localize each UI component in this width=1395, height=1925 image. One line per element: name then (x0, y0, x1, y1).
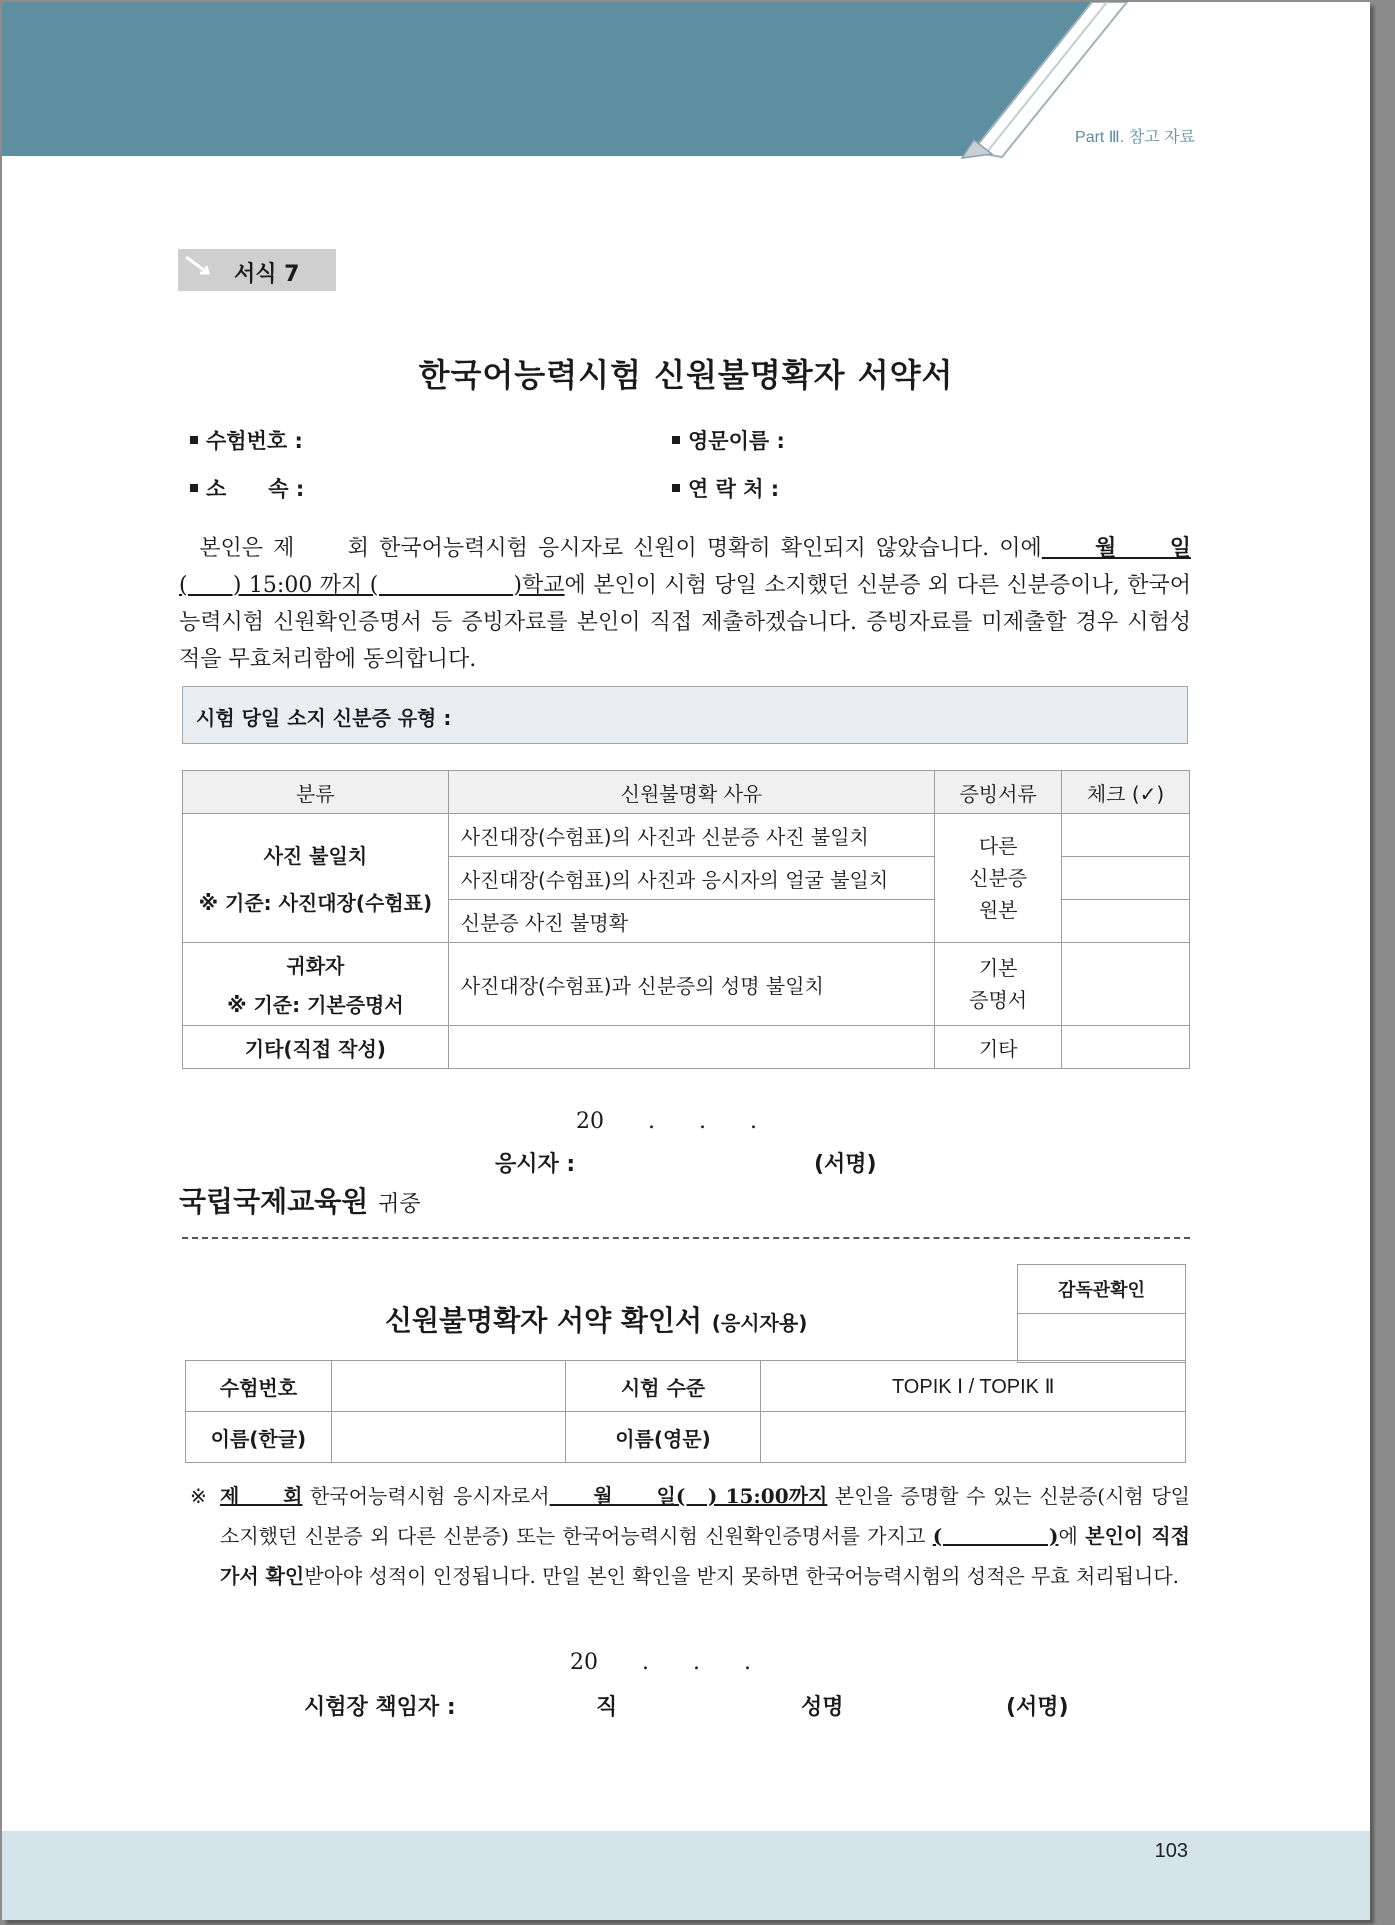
form-tag (178, 249, 336, 291)
reason-cell: 사진대장(수험표)의 사진과 신분증 사진 불일치 (448, 814, 934, 857)
exam-number-field[interactable] (331, 1361, 565, 1412)
examinee-table (185, 1360, 1186, 1463)
bullet-icon (672, 436, 680, 444)
confirmation-title: 신원불명확자 서약 확인서 (응시자용) (385, 1304, 808, 1337)
page-title: 한국어능력시험 신원불명확자 서약서 (418, 356, 954, 394)
category-photo: 사진 불일치 ※ 기준: 사진대장(수험표) (183, 814, 449, 943)
label-exam-number: 수험번호 (186, 1361, 332, 1412)
document-cell: 기본 증명서 (935, 943, 1062, 1026)
supervisor-signature[interactable] (1018, 1314, 1186, 1363)
reason-cell: 사진대장(수험표)의 사진과 응시자의 얼굴 불일치 (448, 857, 934, 900)
table-header-row (183, 771, 1190, 814)
bullet-icon (190, 484, 198, 492)
document-page (2, 2, 1370, 1920)
table-row (183, 943, 1190, 1026)
responsible-name: 성명 (801, 1695, 844, 1720)
confirmation-note: ※ 제 회 한국어능력시험 응시자로서 월 일( ) 15:00까지 본인을 증명할 수 있는 신분증(시험 당일 소지했던 신분증 외 다른 신분증) 또는 한국어능력시험 신원확인증명서를 가지고 ( )에 본인이 직접 가서 확인받아야 성적이 인정됩니다. 만일 본인 확인을 받지 못하면 한국어능력시험의 성적은 무효 처리됩니다. (190, 1476, 1190, 1596)
label-exam-level: 시험 수준 (565, 1361, 761, 1412)
responsible-position: 직 (596, 1695, 618, 1720)
check-cell[interactable] (1062, 900, 1190, 943)
arrow-icon (182, 253, 212, 279)
check-cell[interactable] (1062, 857, 1190, 900)
column-header: 증빙서류 (935, 771, 1062, 814)
check-cell[interactable] (1062, 943, 1190, 1026)
examinee-signature[interactable]: (서명) (814, 1152, 877, 1177)
category-other: 기타(직접 작성) (183, 1026, 449, 1069)
responsible-signature[interactable]: (서명) (1006, 1695, 1069, 1720)
reason-cell: 신분증 사진 불명확 (448, 900, 934, 943)
table-row (186, 1412, 1186, 1463)
bullet-icon (672, 484, 680, 492)
check-cell[interactable] (1062, 1026, 1190, 1069)
page-number: 103 (1154, 1840, 1188, 1862)
column-header: 체크 (✓) (1062, 771, 1190, 814)
table-row (183, 1026, 1190, 1069)
table-row (186, 1361, 1186, 1412)
form-tag-label: 서식 7 (234, 262, 300, 287)
bullet-icon (190, 436, 198, 444)
label-korean-name: 이름(한글) (186, 1412, 332, 1463)
english-name-field[interactable] (761, 1412, 1186, 1463)
label-english-name: 이름(영문) (565, 1412, 761, 1463)
id-type-box (182, 686, 1188, 744)
column-header: 분류 (183, 771, 449, 814)
field-english-name: 영문이름 : (672, 425, 785, 455)
date-line: 20 . . . (576, 1109, 757, 1134)
examinee-sign-label: 응시자 : (495, 1152, 576, 1177)
id-type-label: 시험 당일 소지 신분증 유형 : (196, 706, 452, 730)
pledge-paragraph: 본인은 제 회 한국어능력시험 응시자로 신원이 명확히 확인되지 않았습니다. 이에 월 일 ( ) 15:00 까지 ( )학교에 본인이 시험 당일 소지했던 신분증 외 다른 신분증이나, 한국어능력시험 신원확인증명서 등 증빙자료를 본인이 직접 제출하겠습니다. 증빙자료를 미제출할 경우 시험성적을 무효처리함에 동의합니다. (179, 535, 1191, 672)
field-affiliation: 소 속 : (190, 473, 304, 503)
note-mark: ※ (190, 1484, 207, 1508)
supervisor-box (1017, 1264, 1186, 1363)
check-cell[interactable] (1062, 814, 1190, 857)
table-row (183, 814, 1190, 857)
document-cell: 기타 (935, 1026, 1062, 1069)
supervisor-label: 감독관확인 (1018, 1265, 1186, 1314)
part-label: Part Ⅲ. 참고 자료 (1075, 129, 1195, 146)
recipient: 국립국제교육원 귀중 (179, 1185, 421, 1218)
column-header: 신원불명확 사유 (448, 771, 934, 814)
reason-table (182, 770, 1190, 1069)
field-exam-number: 수험번호 : (190, 425, 303, 455)
responsible-label: 시험장 책임자 : (304, 1695, 456, 1720)
category-naturalized: 귀화자 ※ 기준: 기본증명서 (183, 943, 449, 1026)
reason-cell[interactable] (448, 1026, 934, 1069)
document-cell: 다른 신분증 원본 (935, 814, 1062, 943)
cut-line (182, 1237, 1190, 1239)
field-contact: 연 락 처 : (672, 473, 779, 503)
date-line-2: 20 . . . (570, 1650, 751, 1675)
exam-level-field[interactable]: TOPIK Ⅰ / TOPIK Ⅱ (761, 1361, 1186, 1412)
korean-name-field[interactable] (331, 1412, 565, 1463)
reason-cell: 사진대장(수험표)과 신분증의 성명 불일치 (448, 943, 934, 1026)
